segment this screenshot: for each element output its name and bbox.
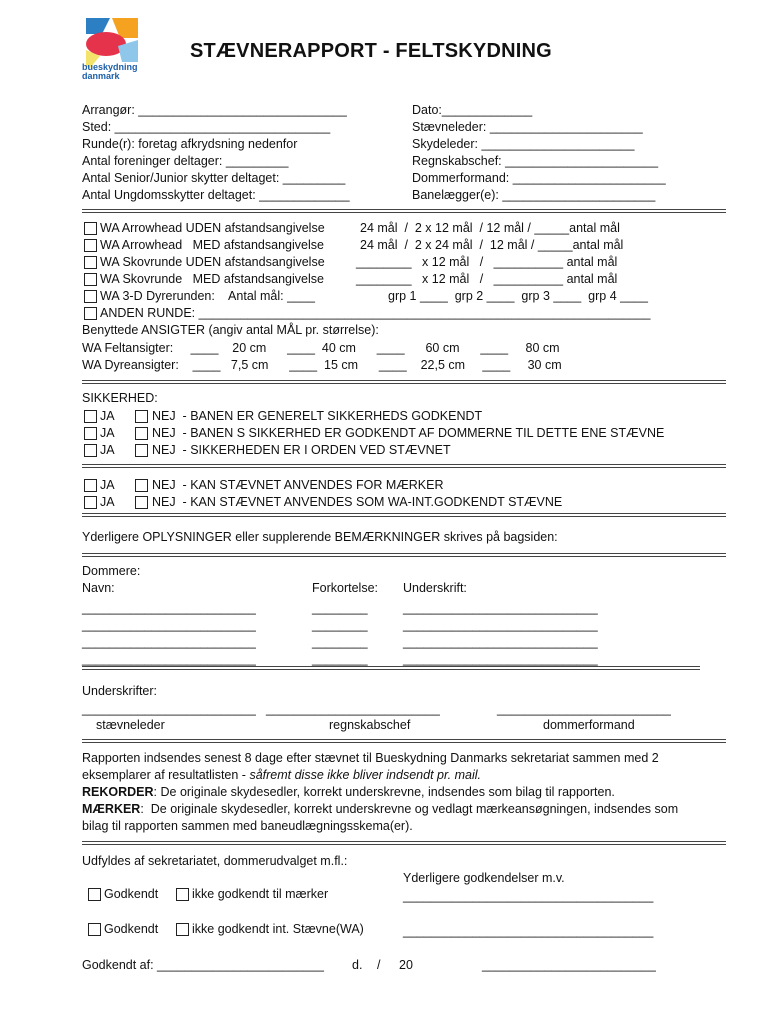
faces-heading: Benyttede ANSIGTER (angiv antal MÅL pr. størrelse): — [82, 323, 379, 337]
date-slash: / — [377, 958, 381, 972]
safety-item-label: NEJ - BANEN ER GENERELT SIKKERHEDS GODKENDT — [152, 409, 483, 423]
judge-name-line[interactable]: _________________________ — [82, 601, 256, 615]
not-approved-marks-label: ikke godkendt til mærker — [192, 887, 329, 901]
info-antal-ungdom[interactable]: Antal Ungdomsskytter deltaget: _____________ — [82, 188, 350, 202]
judge-sign-line[interactable]: ____________________________ — [403, 635, 598, 649]
signatures-heading: Underskrifter: — [82, 684, 158, 698]
maerker-text: : De originale skydesedler, korrekt underskrevne og vedlagt mærkeansøgningen, indsendes som — [140, 802, 679, 816]
logo-text-line2: danmark — [82, 71, 120, 81]
divider — [82, 553, 726, 557]
more-approvals-line[interactable]: ____________________________________ — [403, 924, 654, 938]
instructions-line2 — [82, 767, 481, 783]
info-skydeleder[interactable]: Skydeleder: ______________________ — [412, 137, 635, 151]
round-checkbox[interactable] — [84, 307, 97, 320]
round-checkbox[interactable] — [84, 222, 97, 235]
rekorder-text: : De originale skydesedler, korrekt underskrevne, indsendes som bilag til rapporten. — [153, 785, 615, 799]
judge-sign-line[interactable]: ____________________________ — [403, 652, 598, 666]
approved-by-field[interactable]: Godkendt af: ________________________ — [82, 958, 324, 972]
judge-sign-line[interactable]: ____________________________ — [403, 601, 598, 615]
usage-ja-checkbox[interactable] — [84, 496, 97, 509]
divider — [82, 464, 726, 468]
round-detail: ________ x 12 mål / __________ antal mål — [356, 272, 618, 286]
divider — [82, 841, 726, 845]
round-detail: ________ x 12 mål / __________ antal mål — [356, 255, 618, 269]
approved-label: Godkendt — [104, 887, 159, 901]
logo-text-line1: bueskydning — [82, 62, 138, 72]
signature-line[interactable]: _________________________ — [497, 702, 671, 716]
round-label: WA Skovrunde UDEN afstandsangivelse — [100, 255, 325, 269]
ja-label: JA — [100, 478, 115, 492]
logo-blue-shape — [86, 18, 110, 34]
ja-label: JA — [100, 495, 115, 509]
judges-col-sign: Underskrift: — [403, 581, 467, 595]
info-antal-foreninger[interactable]: Antal foreninger deltager: _________ — [82, 154, 289, 168]
date-d-label: d. — [352, 958, 363, 972]
more-approvals-heading: Yderligere godkendelser m.v. — [403, 871, 565, 885]
signature-line[interactable]: _________________________ — [82, 702, 256, 716]
safety-ja-checkbox[interactable] — [84, 410, 97, 423]
not-approved-int-checkbox[interactable] — [176, 923, 189, 936]
safety-nej-checkbox[interactable] — [135, 427, 148, 440]
judge-name-line[interactable]: _________________________ — [82, 635, 256, 649]
instructions-line5: bilag til rapporten sammen med baneudlægningsskema(er). — [82, 819, 413, 833]
date-year: 20 — [399, 958, 413, 972]
ja-label: JA — [100, 409, 115, 423]
round-detail: 24 mål / 2 x 24 mål / 12 mål / _____antal mål — [360, 238, 624, 252]
judge-sign-line[interactable]: ____________________________ — [403, 618, 598, 632]
safety-item-label: NEJ - SIKKERHEDEN ER I ORDEN VED STÆVNET — [152, 443, 451, 457]
instructions-line2-italic: såfremt disse ikke bliver indsendt pr. mail. — [249, 768, 482, 782]
rekorder-label: REKORDER — [82, 785, 154, 799]
approved-checkbox[interactable] — [88, 923, 101, 936]
round-checkbox[interactable] — [84, 239, 97, 252]
safety-ja-checkbox[interactable] — [84, 427, 97, 440]
round-label: WA Arrowhead UDEN afstandsangivelse — [100, 221, 325, 235]
divider — [82, 739, 726, 743]
judge-abbr-line[interactable]: ________ — [312, 652, 368, 666]
judge-abbr-line[interactable]: ________ — [312, 601, 368, 615]
info-staevneleder[interactable]: Stævneleder: ______________________ — [412, 120, 643, 134]
info-sted[interactable]: Sted: _______________________________ — [82, 120, 331, 134]
info-arrangor[interactable]: Arrangør: ______________________________ — [82, 103, 347, 117]
info-dato[interactable]: Dato:_____________ — [412, 103, 533, 117]
usage-item-label: NEJ - KAN STÆVNET ANVENDES FOR MÆRKER — [152, 478, 444, 492]
round-checkbox[interactable] — [84, 273, 97, 286]
round-label: WA Arrowhead MED afstandsangivelse — [100, 238, 324, 252]
round-label: WA Skovrunde MED afstandsangivelse — [100, 272, 324, 286]
faces-dyreansigter[interactable]: WA Dyreansigter: ____ 7,5 cm ____ 15 cm ____ 22,5 cm ____ 30 cm — [82, 358, 562, 372]
info-antal-senior[interactable]: Antal Senior/Junior skytter deltaget: _________ — [82, 171, 346, 185]
safety-ja-checkbox[interactable] — [84, 444, 97, 457]
usage-ja-checkbox[interactable] — [84, 479, 97, 492]
judges-heading: Dommere: — [82, 564, 141, 578]
round-label: WA 3-D Dyrerunden: Antal mål: ____ — [100, 289, 315, 303]
judge-abbr-line[interactable]: ________ — [312, 635, 368, 649]
info-runder: Runde(r): foretag afkrydsning nedenfor — [82, 137, 298, 151]
ja-label: JA — [100, 443, 115, 457]
signature-role-staevneleder: stævneleder — [96, 718, 165, 732]
approved-checkbox[interactable] — [88, 888, 101, 901]
instructions-line1: Rapporten indsendes senest 8 dage efter stævnet til Bueskydning Danmarks sekretariat sammen med 2 — [82, 751, 659, 765]
round-detail: 24 mål / 2 x 12 mål / 12 mål / _____antal mål — [360, 221, 620, 235]
safety-nej-checkbox[interactable] — [135, 444, 148, 457]
usage-nej-checkbox[interactable] — [135, 479, 148, 492]
page-title: STÆVNERAPPORT - FELTSKYDNING — [190, 40, 552, 62]
round-detail: grp 1 ____ grp 2 ____ grp 3 ____ grp 4 ____ — [388, 289, 648, 303]
not-approved-marks-checkbox[interactable] — [176, 888, 189, 901]
maerker-label: MÆRKER — [82, 802, 141, 816]
divider — [82, 666, 700, 670]
safety-item-label: NEJ - BANEN S SIKKERHED ER GODKENDT AF DOMMERNE TIL DETTE ENE STÆVNE — [152, 426, 665, 440]
not-approved-int-label: ikke godkendt int. Stævne(WA) — [192, 922, 364, 936]
instructions-line2-plain: eksemplarer af resultatlisten - — [82, 768, 250, 782]
round-checkbox[interactable] — [84, 290, 97, 303]
more-approvals-line[interactable]: ____________________________________ — [403, 889, 654, 903]
round-label-anden[interactable]: ANDEN RUNDE: _________________________________________________________________ — [100, 306, 651, 320]
judge-name-line[interactable]: _________________________ — [82, 618, 256, 632]
instructions-rekorder — [82, 784, 615, 800]
secretariat-heading: Udfyldes af sekretariatet, dommerudvalget m.fl.: — [82, 854, 348, 868]
signature-line[interactable]: _________________________ — [266, 702, 440, 716]
round-checkbox[interactable] — [84, 256, 97, 269]
faces-feltansigter[interactable]: WA Feltansigter: ____ 20 cm ____ 40 cm ____ 60 cm ____ 80 cm — [82, 341, 560, 355]
safety-nej-checkbox[interactable] — [135, 410, 148, 423]
divider — [82, 380, 726, 384]
approved-by-signature-line[interactable]: _________________________ — [482, 958, 656, 972]
remarks-text: Yderligere OPLYSNINGER eller supplerende BEMÆRKNINGER skrives på bagsiden: — [82, 530, 558, 544]
judges-col-name: Navn: — [82, 581, 115, 595]
approved-label: Godkendt — [104, 922, 159, 936]
signature-role-regnskabschef: regnskabschef — [329, 718, 411, 732]
info-banelaegger[interactable]: Banelægger(e): ______________________ — [412, 188, 656, 202]
ja-label: JA — [100, 426, 115, 440]
instructions-maerker — [82, 801, 678, 817]
divider — [82, 513, 726, 517]
divider — [82, 209, 726, 213]
signature-role-dommerformand: dommerformand — [543, 718, 635, 732]
safety-heading: SIKKERHED: — [82, 391, 158, 405]
usage-item-label: NEJ - KAN STÆVNET ANVENDES SOM WA-INT.GODKENDT STÆVNE — [152, 495, 563, 509]
judges-col-abbr: Forkortelse: — [312, 581, 378, 595]
info-dommerformand[interactable]: Dommerformand: ______________________ — [412, 171, 666, 185]
usage-nej-checkbox[interactable] — [135, 496, 148, 509]
info-regnskabschef[interactable]: Regnskabschef: ______________________ — [412, 154, 659, 168]
judge-abbr-line[interactable]: ________ — [312, 618, 368, 632]
judge-name-line[interactable]: _________________________ — [82, 652, 256, 666]
